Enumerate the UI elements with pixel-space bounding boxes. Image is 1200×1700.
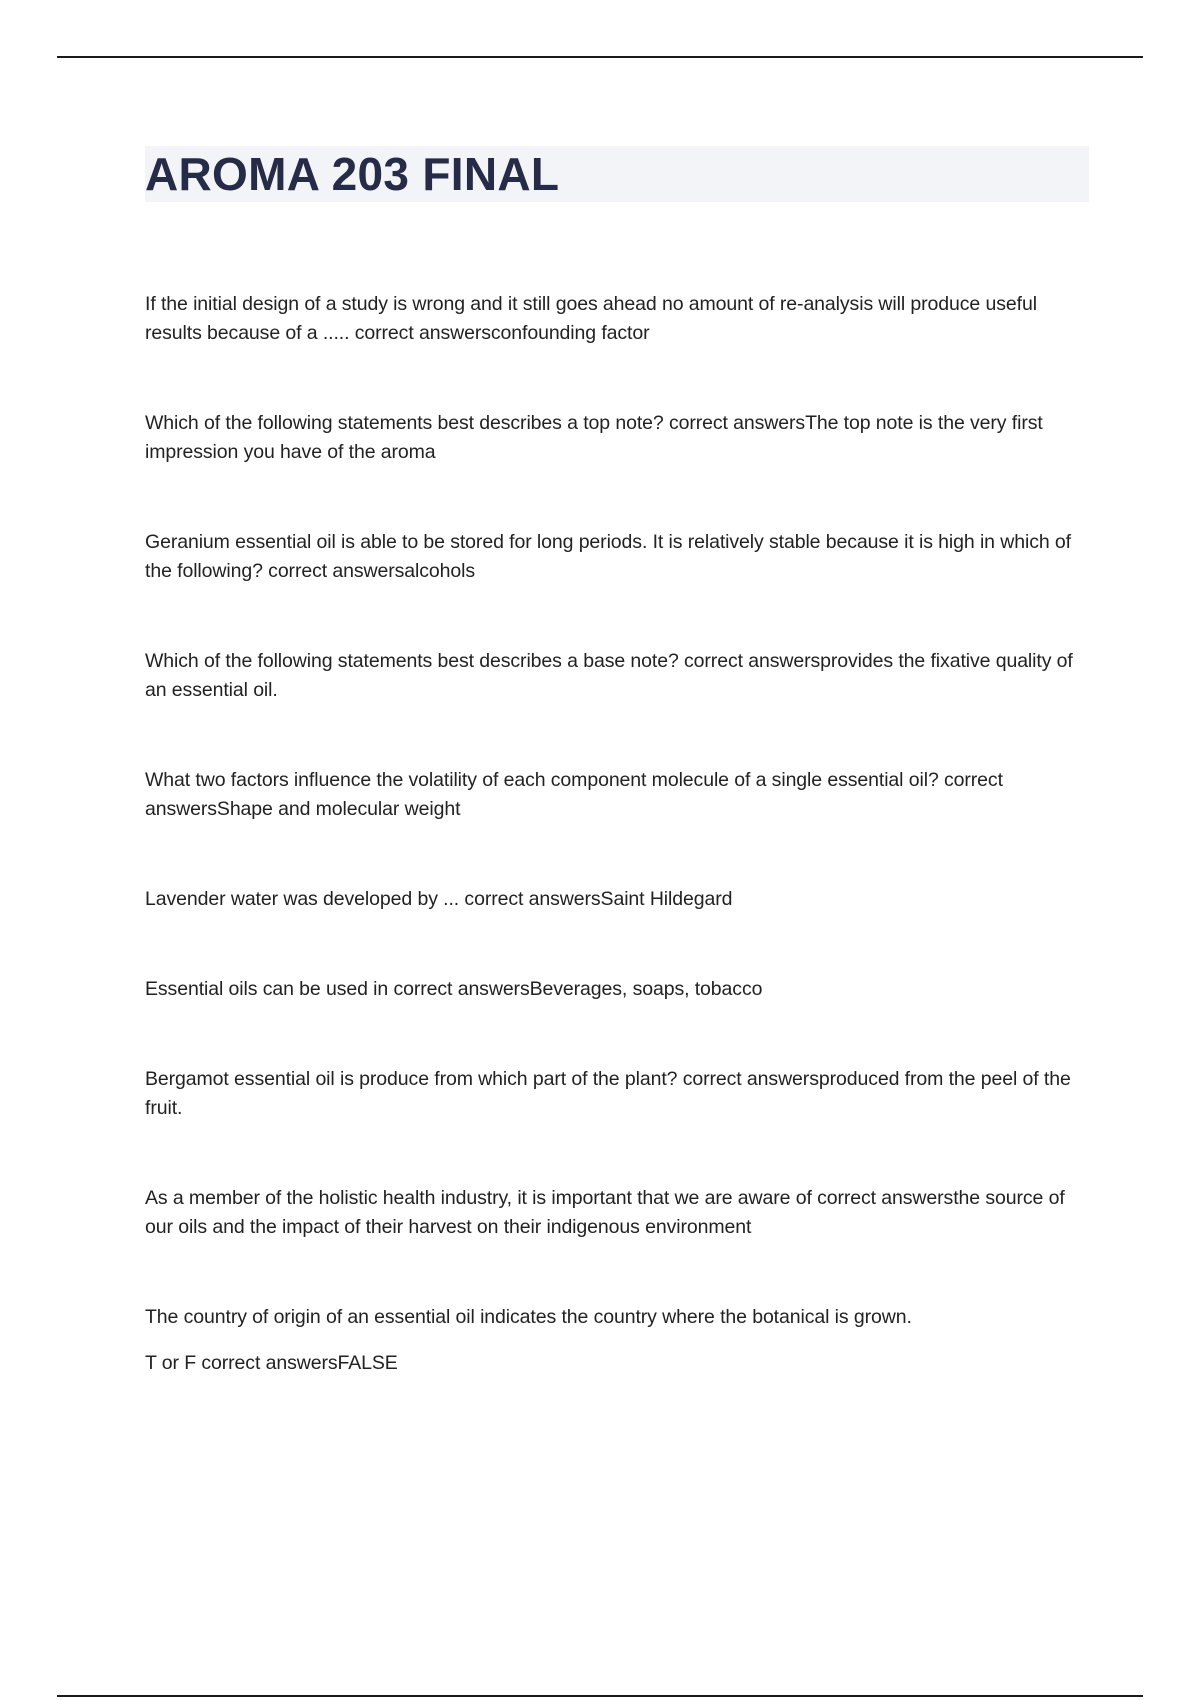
qa-item-3 [145,528,1090,586]
document-title: AROMA 203 FINAL [145,148,560,200]
qa-text: Which of the following statements best describes a base note? correct answersprovides the fixative quality of an essential oil. [145,650,1073,701]
qa-text: Geranium essential oil is able to be stored for long periods. It is relatively stable because it is high in which of the following? correct answersalcohols [145,531,1071,582]
qa-text: The country of origin of an essential oil indicates the country where the botanical is grown. [145,1306,912,1328]
qa-item-1 [145,290,1090,348]
qa-text: Lavender water was developed by ... correct answersSaint Hildegard [145,888,733,910]
qa-text: If the initial design of a study is wrong and it still goes ahead no amount of re-analysis will produce useful results because of a ..... correct answersconfounding factor [145,293,1037,344]
qa-text: Which of the following statements best describes a top note? correct answersThe top note is the very first impression you have of the aroma [145,412,1043,463]
qa-item-8 [145,1065,1090,1123]
qa-item-4 [145,647,1090,705]
qa-item-10 [145,1303,1090,1378]
qa-item-9 [145,1184,1090,1242]
qa-item-2 [145,409,1090,467]
qa-answer-line: T or F correct answersFALSE [145,1352,398,1374]
qa-item-6 [145,885,1090,914]
qa-item-5 [145,766,1090,824]
qa-text: Essential oils can be used in correct answersBeverages, soaps, tobacco [145,978,763,1000]
qa-text: What two factors influence the volatility of each component molecule of a single essential oil? correct answersShape and molecular weight [145,769,1003,820]
qa-item-7 [145,975,1090,1004]
bottom-divider [57,1695,1143,1697]
top-divider [57,56,1143,58]
qa-text: As a member of the holistic health industry, it is important that we are aware of correct answersthe source of our oils and the impact of their harvest on their indigenous environment [145,1187,1065,1238]
qa-text: Bergamot essential oil is produce from which part of the plant? correct answersproduced from the peel of the fruit. [145,1068,1071,1119]
question-answer-list [145,290,1090,1439]
